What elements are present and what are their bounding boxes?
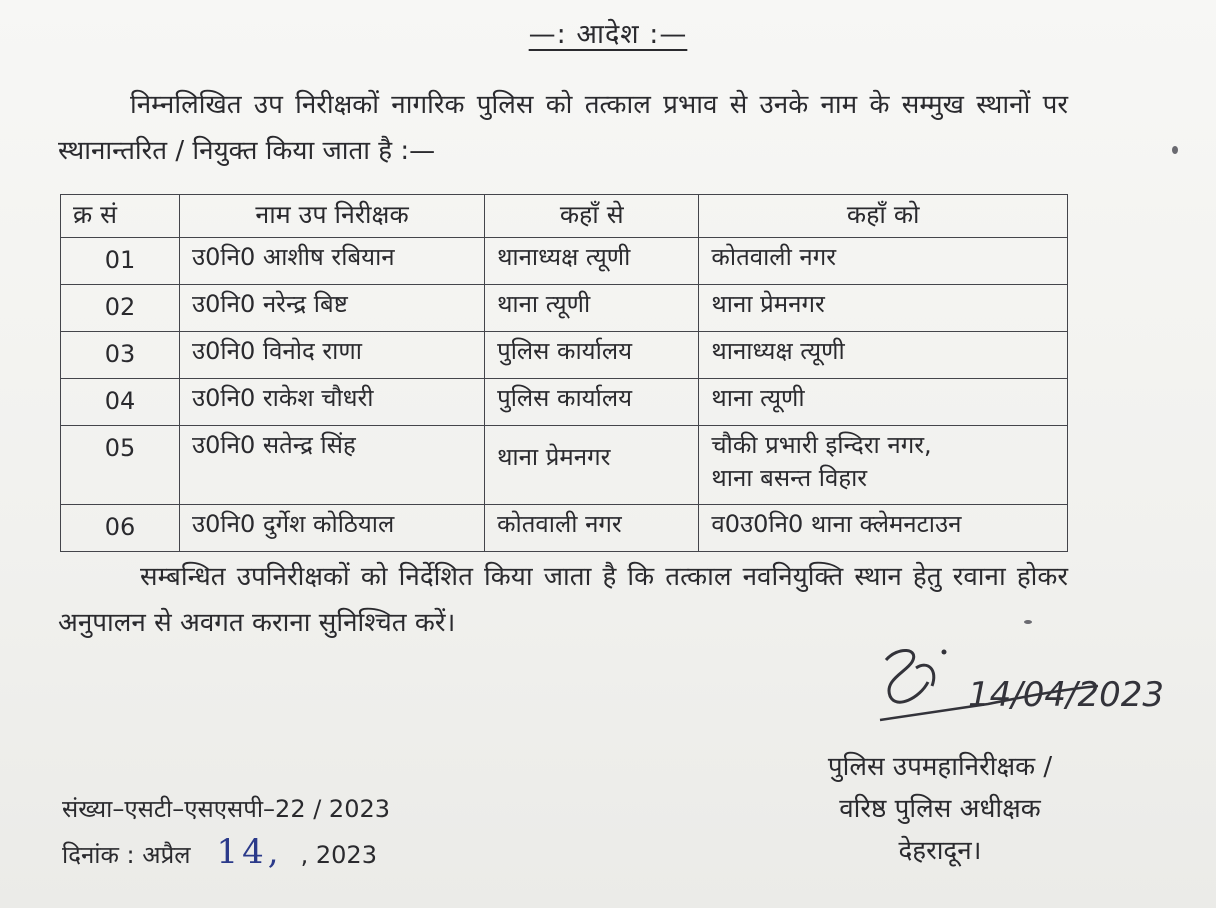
cell-from: कोतवाली नगर — [485, 505, 699, 552]
ink-mark — [1172, 146, 1178, 154]
cell-name: उ0नि0 आशीष रबियान — [180, 238, 485, 285]
cell-name: उ0नि0 दुर्गेश कोठियाल — [180, 505, 485, 552]
cell-serial: 04 — [61, 379, 180, 426]
cell-to: कोतवाली नगर — [699, 238, 1068, 285]
cell-name: उ0नि0 नरेन्द्र बिष्ट — [180, 285, 485, 332]
cell-name: उ0नि0 राकेश चौधरी — [180, 379, 485, 426]
header-from: कहाँ से — [485, 195, 699, 238]
signatory-line1: पुलिस उपमहानिरीक्षक / — [827, 752, 1053, 782]
table-row — [61, 332, 1068, 379]
instruction-paragraph: सम्बन्धित उपनिरीक्षकों को निर्देशित किया जाता है कि तत्काल नवनियुक्ति स्थान हेतु रवाना होकर अनुपालन से अवगत कराना सुनिश्चित करें। — [58, 562, 1068, 638]
reference-number: संख्या–एसटी–एसएसपी–22 / 2023 — [62, 795, 391, 823]
cell-from — [485, 426, 699, 505]
table-row — [61, 505, 1068, 552]
header-serial: क्र सं — [61, 195, 180, 238]
handwritten-signature — [868, 640, 1164, 750]
signature-date-annotation: 14/04/2023 — [968, 675, 1164, 715]
cell-to-line2: थाना बसन्त विहार — [711, 464, 868, 492]
cell-to: थाना त्यूणी — [699, 379, 1068, 426]
cell-from-text: थाना प्रेमनगर — [497, 443, 611, 471]
cell-to — [699, 426, 1068, 505]
date-day-handwritten: 14, — [216, 832, 283, 872]
ink-mark — [1024, 620, 1032, 624]
signatory-line3: देहरादून। — [898, 836, 982, 866]
table-row — [61, 285, 1068, 332]
intro-paragraph: निम्नलिखित उप निरीक्षकों नागरिक पुलिस को तत्काल प्रभाव से उनके नाम के सम्मुख स्थानों पर स्थानान्तरित / नियुक्त किया जाता है :— — [58, 90, 1068, 166]
reference-date — [62, 832, 377, 872]
cell-to: व0उ0नि0 थाना क्लेमनटाउन — [699, 505, 1068, 552]
cell-from: पुलिस कार्यालय — [485, 332, 699, 379]
cell-serial: 01 — [61, 238, 180, 285]
transfer-table — [60, 194, 1068, 552]
date-label: दिनांक : अप्रैल — [62, 841, 191, 869]
cell-serial: 06 — [61, 505, 180, 552]
cell-to: थानाध्यक्ष त्यूणी — [699, 332, 1068, 379]
table-row — [61, 426, 1068, 505]
table-row — [61, 379, 1068, 426]
cell-from: पुलिस कार्यालय — [485, 379, 699, 426]
signatory-block — [760, 746, 1120, 872]
cell-name: उ0नि0 सतेन्द्र सिंह — [180, 426, 485, 505]
order-heading — [0, 14, 1216, 51]
table-row — [61, 238, 1068, 285]
cell-from: थाना त्यूणी — [485, 285, 699, 332]
cell-serial: 02 — [61, 285, 180, 332]
cell-to-line1: चौकी प्रभारी इन्दिरा नगर, — [711, 431, 932, 459]
heading-text: —: आदेश :— — [528, 19, 688, 50]
header-to: कहाँ को — [699, 195, 1068, 238]
cell-from: थानाध्यक्ष त्यूणी — [485, 238, 699, 285]
cell-serial: 03 — [61, 332, 180, 379]
header-name: नाम उप निरीक्षक — [180, 195, 485, 238]
cell-serial: 05 — [61, 426, 180, 505]
table-header-row — [61, 195, 1068, 238]
cell-to: थाना प्रेमनगर — [699, 285, 1068, 332]
date-year: , 2023 — [300, 841, 377, 869]
cell-name: उ0नि0 विनोद राणा — [180, 332, 485, 379]
signatory-line2: वरिष्ठ पुलिस अधीक्षक — [839, 794, 1041, 824]
